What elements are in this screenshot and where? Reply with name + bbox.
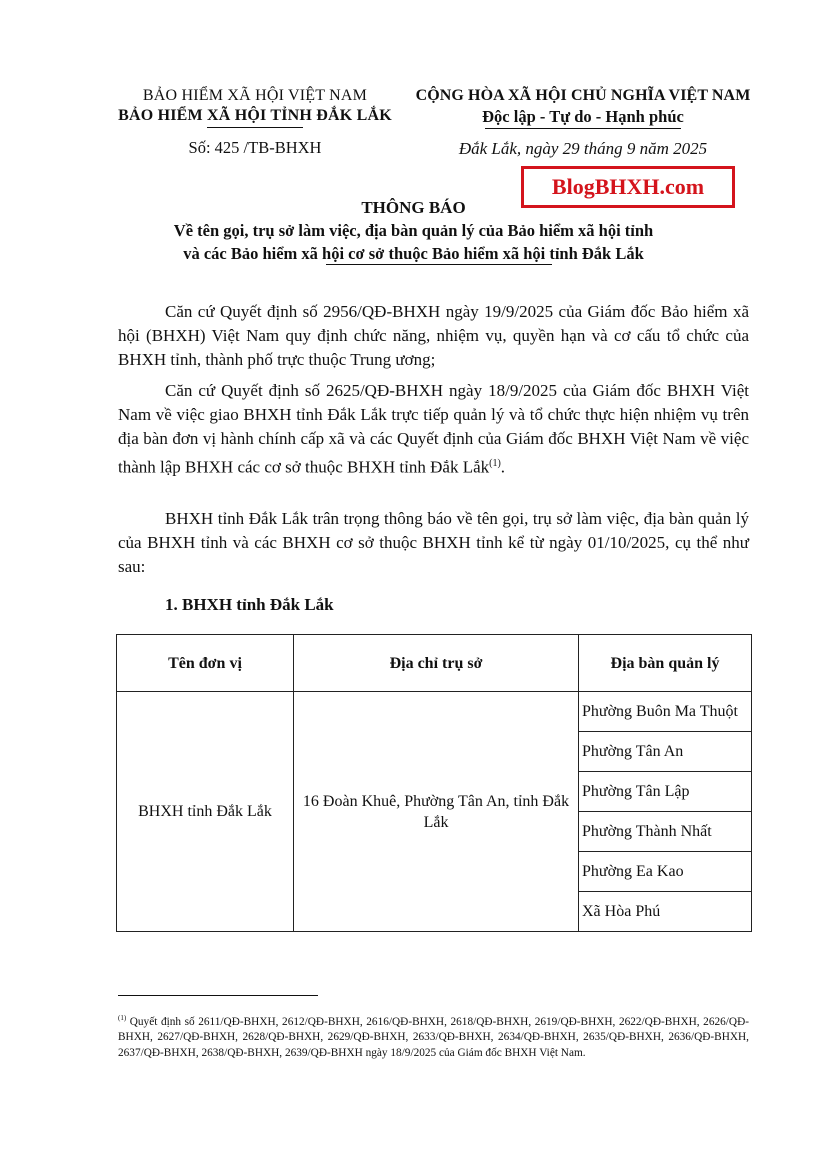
section-heading: 1. BHXH tỉnh Đắk Lắk xyxy=(165,595,334,614)
table-row xyxy=(117,692,752,732)
paragraph-2 xyxy=(118,379,749,479)
footnote xyxy=(118,1011,749,1062)
document-title xyxy=(100,197,727,265)
watermark-text: BlogBHXH.com xyxy=(551,174,705,199)
title-underline xyxy=(326,264,552,265)
area-cell: Phường Buôn Ma Thuột xyxy=(579,692,752,732)
national-header xyxy=(402,86,764,160)
table-header-row xyxy=(117,635,752,692)
issuer-name: BẢO HIỂM XÃ HỘI TỈNH ĐẮK LẮK xyxy=(118,107,392,124)
address-cell: 16 Đoàn Khuê, Phường Tân An, tỉnh Đắk Lắk xyxy=(294,692,579,932)
paragraph-2-end: . xyxy=(500,457,506,477)
place-date: Đắk Lắk, ngày 29 tháng 9 năm 2025 xyxy=(458,139,708,158)
footnote-reference[interactable]: (1) xyxy=(489,457,501,469)
document-type: THÔNG BÁO xyxy=(361,198,466,217)
header-unit: Tên đơn vị xyxy=(117,635,294,692)
issuer-header xyxy=(100,86,410,158)
area-cell: Phường Tân An xyxy=(579,732,752,772)
header-area: Địa bàn quản lý xyxy=(579,635,752,692)
title-line-1: Về tên gọi, trụ sở làm việc, địa bàn quản lý của Bảo hiểm xã hội tỉnh xyxy=(173,221,654,240)
area-cell: Phường Ea Kao xyxy=(579,852,752,892)
issuer-parent: BẢO HIỂM XÃ HỘI VIỆT NAM xyxy=(142,87,368,104)
nation-name: CỘNG HÒA XÃ HỘI CHỦ NGHĨA VIỆT NAM xyxy=(415,87,751,104)
motto-underline xyxy=(485,128,681,129)
issuer-underline xyxy=(207,127,303,128)
unit-cell: BHXH tỉnh Đắk Lắk xyxy=(117,692,294,932)
office-table xyxy=(116,634,752,932)
header-address: Địa chỉ trụ sở xyxy=(294,635,579,692)
title-line-2: và các Bảo hiểm xã hội cơ sở thuộc Bảo hiểm xã hội tỉnh Đắk Lắk xyxy=(183,244,644,263)
paragraph-2-text: Căn cứ Quyết định số 2625/QĐ-BHXH ngày 18/9/2025 của Giám đốc BHXH Việt Nam về việc giao BHXH tỉnh Đắk Lắk trực tiếp quản lý và tổ chức thực hiện nhiệm vụ trên địa bàn đơn vị hành chính cấp xã và các Quyết định của Giám đốc BHXH Việt Nam về việc thành lập BHXH các cơ sở thuộc BHXH tỉnh Đắk Lắk xyxy=(118,381,749,477)
footnote-separator xyxy=(118,995,318,996)
area-cell: Xã Hòa Phú xyxy=(579,892,752,932)
area-cell: Phường Tân Lập xyxy=(579,772,752,812)
paragraph-3: BHXH tỉnh Đắk Lắk trân trọng thông báo về tên gọi, trụ sở làm việc, địa bàn quản lý của BHXH tỉnh và các BHXH cơ sở thuộc BHXH tỉnh kể từ ngày 01/10/2025, cụ thể như sau: xyxy=(118,509,749,577)
paragraph-1: Căn cứ Quyết định số 2956/QĐ-BHXH ngày 19/9/2025 của Giám đốc Bảo hiểm xã hội (BHXH) Việt Nam quy định chức năng, nhiệm vụ, quyền hạn và cơ cấu tổ chức của BHXH tỉnh, thành phố trực thuộc Trung ương; xyxy=(118,302,749,370)
document-number: Số: 425 /TB-BHXH xyxy=(188,138,322,157)
footnote-mark: (1) xyxy=(118,1014,127,1022)
area-cell: Phường Thành Nhất xyxy=(579,812,752,852)
footnote-text: Quyết định số 2611/QĐ-BHXH, 2612/QĐ-BHXH, 2616/QĐ-BHXH, 2618/QĐ-BHXH, 2619/QĐ-BHXH, 2622/QĐ-BHXH, 2626/QĐ-BHXH, 2627/QĐ-BHXH, 2628/QĐ-BHXH, 2629/QĐ-BHXH, 2633/QĐ-BHXH, 2634/QĐ-BHXH, 2635/QĐ-BHXH, 2636/QĐ-BHXH, 2637/QĐ-BHXH, 2638/QĐ-BHXH, 2639/QĐ-BHXH ngày 18/9/2025 của Giám đốc BHXH Việt Nam. xyxy=(118,1015,749,1059)
national-motto: Độc lập - Tự do - Hạnh phúc xyxy=(482,107,684,126)
